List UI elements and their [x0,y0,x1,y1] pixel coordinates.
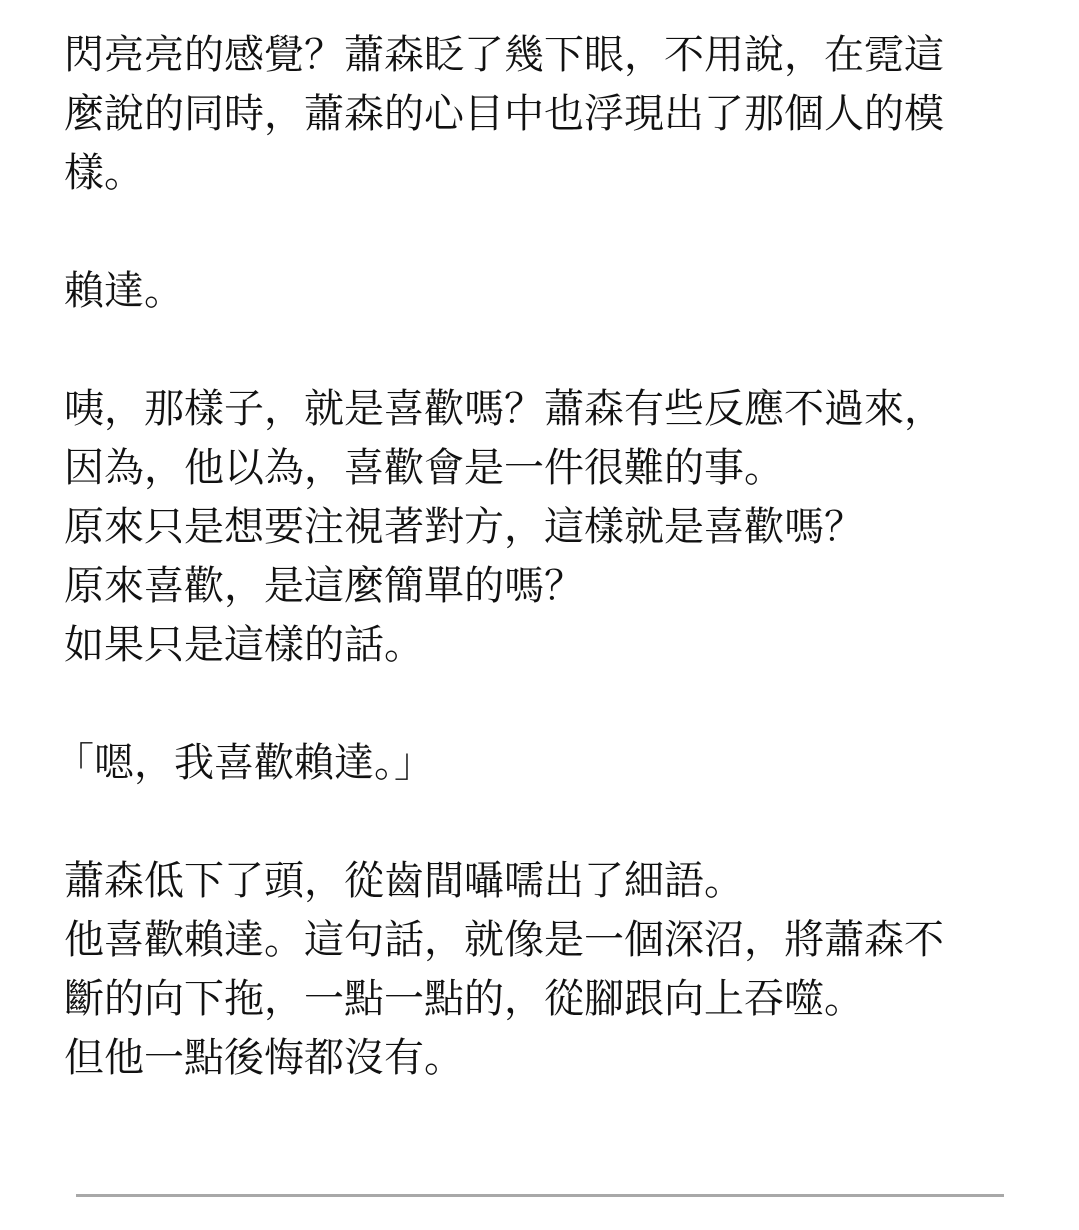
paragraph-3 [64,380,1004,675]
paragraph-2 [64,262,1004,321]
text-line: 如果只是這樣的話。 [64,622,424,668]
reading-content [54,26,1004,1088]
paragraph-5 [64,852,1004,1088]
text-line: 但他一點後悔都沒有。 [64,1035,464,1081]
paragraph-1 [64,26,1004,203]
paragraph-gap [64,793,1004,852]
text-line: 麼說的同時，蕭森的心目中也浮現出了那個人的模 [64,91,944,137]
text-line: 原來只是想要注視著對方，這樣就是喜歡嗎？ [64,504,864,550]
dialogue-paragraph [54,734,1004,793]
text-line: 他喜歡賴達。這句話，就像是一個深沼，將蕭森不 [64,917,944,963]
text-line: 樣。 [64,150,144,196]
text-line: 咦，那樣子，就是喜歡嗎？蕭森有些反應不過來， [64,386,944,432]
text-line: 原來喜歡，是這麼簡單的嗎？ [64,563,584,609]
text-line: 斷的向下拖，一點一點的，從腳跟向上吞噬。 [64,976,864,1022]
paragraph-gap [64,321,1004,380]
text-line: 因為，他以為，喜歡會是一件很難的事。 [64,445,784,491]
text-line: 蕭森低下了頭，從齒間囁嚅出了細語。 [64,858,744,904]
paragraph-gap [64,675,1004,734]
text-line: 閃亮亮的感覺？蕭森眨了幾下眼，不用說，在霓這 [64,32,944,78]
text-line: 賴達。 [64,268,184,314]
section-divider [76,1194,1004,1197]
dialogue-line: 「嗯，我喜歡賴達。」 [54,740,434,786]
paragraph-gap [64,203,1004,262]
